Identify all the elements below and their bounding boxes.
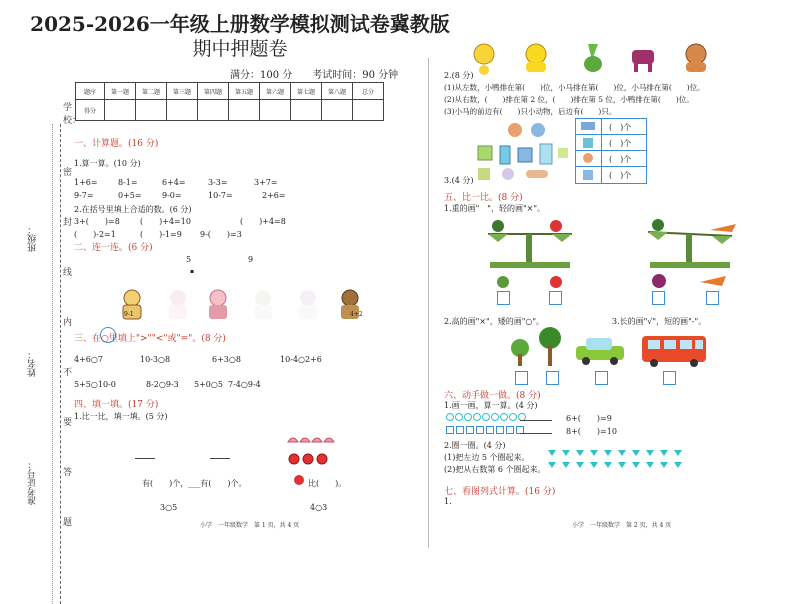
score-header: 题序: [76, 83, 105, 100]
compare-item[interactable]: 7-4○9-4: [228, 380, 261, 389]
q6-2-heading: 2.圈一圈。(4 分): [444, 441, 506, 450]
q6-equation[interactable]: 6+( )=9: [566, 414, 612, 423]
answer-box[interactable]: [652, 291, 665, 305]
score-header: 总分: [353, 83, 384, 100]
calc-item: 1+6=: [74, 178, 98, 187]
section-3-heading: 三、在○里填上">""<"或"="。(8 分): [74, 334, 226, 344]
connect-number: 9: [248, 255, 254, 264]
compare-item[interactable]: 8-2○9-3: [146, 380, 179, 389]
dog-icon: [686, 44, 706, 72]
section-6-heading: 六、动手做一做。(8 分): [444, 391, 541, 401]
seal-line: [60, 124, 61, 604]
page-title: 2025-2026一年级上册数学模拟测试卷冀教版: [30, 12, 450, 36]
score-cell[interactable]: [260, 100, 291, 121]
school-label: 学校：: [63, 103, 82, 126]
vegetable-icon: [492, 220, 504, 232]
calc-item: 10-7=: [208, 191, 233, 200]
compare-item[interactable]: 6+3○8: [212, 355, 241, 364]
horse-icon: [632, 50, 654, 72]
score-header: 第六题: [260, 83, 291, 100]
binding-margin: [0, 60, 82, 550]
q4-compare-item[interactable]: 3○5: [160, 503, 178, 512]
rabbit-icon: [584, 44, 602, 72]
score-cell[interactable]: [322, 100, 353, 121]
score-header: 第二题: [136, 83, 167, 100]
name-label: 姓名：: [28, 350, 38, 377]
short-tree-icon: [511, 339, 529, 366]
cupcake-icon: [288, 438, 334, 442]
fill-item: 9-( )=3: [200, 230, 242, 239]
answer-box[interactable]: [595, 371, 608, 385]
section-1-heading: 一、计算题。(16 分): [74, 139, 159, 149]
q5-1-heading: 1.重的画" "，轻的画"×"。: [444, 204, 546, 213]
q6-2b: (2)把从右数第 6 个圈起来。: [444, 465, 546, 474]
answer-box[interactable]: [515, 371, 528, 385]
score-cell[interactable]: [353, 100, 384, 121]
balance-items-right: [650, 272, 740, 290]
triangle-row: [548, 462, 688, 468]
seal-word: 不: [63, 368, 73, 378]
score-cell[interactable]: [229, 100, 260, 121]
seal-word: 要: [63, 418, 73, 428]
score-cell[interactable]: [167, 100, 198, 121]
compare-item[interactable]: 5+5○10-0: [74, 380, 116, 389]
page-1-footer: 小学 一年级数学 第 1 页，共 4 页: [200, 522, 300, 529]
seal-word: 题: [63, 518, 73, 528]
section-5-heading: 五、比一比。(8 分): [444, 193, 523, 203]
exam-meta: 满分：100 分 考试时间：90 分钟: [230, 70, 399, 81]
duck-icon: [526, 44, 546, 72]
count-cell[interactable]: ( )个: [609, 155, 632, 164]
answer-box[interactable]: [497, 291, 510, 305]
q1-heading: 1.算一算。(10 分): [74, 159, 141, 168]
calc-item: 3-3=: [208, 178, 228, 187]
q4-heading: 1.比一比，填一填。(5 分): [74, 412, 168, 421]
draw-line[interactable]: [520, 433, 552, 434]
bus-icon: [640, 334, 708, 368]
cartoon-figures: [118, 288, 368, 324]
page-divider: [428, 58, 429, 548]
balance-scale-left: [480, 218, 580, 270]
triangle-row: [548, 450, 688, 456]
q7-number: 1.: [444, 497, 452, 506]
q3-heading: 3.(4 分): [444, 176, 474, 185]
apple-icon: [289, 454, 327, 464]
calc-item: 6+4=: [162, 178, 186, 187]
q2-heading: 2.(8 分): [444, 71, 474, 80]
vegetable-icon: [652, 219, 664, 231]
q4-line-right: [210, 458, 230, 459]
page-subtitle: 期中押题卷: [192, 38, 288, 60]
score-header: 第八题: [322, 83, 353, 100]
tomato-icon: [550, 220, 562, 232]
trees-figure: [508, 326, 568, 368]
q6-2a: (1)把左边 5 个圈起来。: [444, 453, 530, 462]
page-2-footer: 小学 一年级数学 第 2 页，共 4 页: [572, 522, 672, 529]
fill-item: ( )+4=8: [240, 217, 286, 226]
q4-compare-line[interactable]: 比( )。: [308, 479, 347, 488]
exam-number-label: 准考证号：: [28, 460, 38, 505]
seal-word: 答: [63, 468, 73, 478]
circle-row: [446, 413, 527, 421]
calc-item: 0+5=: [118, 191, 142, 200]
q4-answer-line[interactable]: 有( )个，___有( )个。: [142, 479, 247, 488]
square-row: [446, 426, 526, 434]
answer-box[interactable]: [663, 371, 676, 385]
connect-dot: ▪: [190, 268, 195, 275]
count-cell[interactable]: ( )个: [609, 139, 632, 148]
score-cell[interactable]: [291, 100, 322, 121]
section-4-heading: 四、填一填。(17 分): [74, 400, 159, 410]
section-2-heading: 二、连一连。(6 分): [74, 243, 153, 253]
car-icon: [574, 336, 626, 366]
q4-compare-item[interactable]: 4○3: [310, 503, 328, 512]
animal-row: [470, 40, 730, 76]
q4-line-left: [135, 458, 155, 459]
calc-item: 3+7=: [254, 178, 278, 187]
q5-3-heading: 3.长的画"√"，短的画"-"。: [612, 317, 707, 326]
shapes-figure: [470, 122, 570, 184]
score-cell[interactable]: [198, 100, 229, 121]
calc-item: 9-0=: [162, 191, 182, 200]
q5-2-heading: 2.高的画"×"，矮的画"○"。: [444, 317, 545, 326]
figure-label: 4+2: [350, 311, 363, 318]
count-cell[interactable]: ( )个: [609, 171, 632, 180]
balance-scale-right: [640, 218, 740, 270]
q6-equation[interactable]: 8+( )=10: [566, 427, 617, 436]
connect-number: 5: [186, 255, 192, 264]
carrot-icon: [710, 224, 736, 232]
calc-item: 9-7=: [74, 191, 94, 200]
score-row-label: 得分: [76, 100, 105, 121]
fill-item: ( )-2=1: [74, 230, 116, 239]
figure-ghost-icon: [169, 290, 187, 319]
score-header: 第三题: [167, 83, 198, 100]
answer-box[interactable]: [706, 291, 719, 305]
seal-word: 封: [63, 218, 73, 228]
class-label: 班级：: [28, 225, 38, 252]
tall-tree-icon: [539, 327, 561, 366]
chick-icon: [474, 44, 494, 75]
calc-item: 2+6=: [262, 191, 286, 200]
score-header: 第七题: [291, 83, 322, 100]
seal-word: 线: [63, 268, 73, 278]
count-cell[interactable]: ( )个: [609, 123, 632, 132]
figure-faded-icon: [299, 290, 317, 319]
q6-1-heading: 1.画一画，算一算。(4 分): [444, 401, 538, 410]
answer-box[interactable]: [546, 371, 559, 385]
compare-item[interactable]: 10-4○2+6: [280, 355, 322, 364]
score-header: 第一题: [105, 83, 136, 100]
q2-line-2[interactable]: (2)从右数，( )排在第 2 位，( )排在第 5 位，小鸭排在第( )位。: [444, 95, 694, 104]
q2-line-3[interactable]: (3)小马的前边有( )只小动物，后边有( )只。: [444, 107, 617, 116]
balance-items-left: [494, 275, 584, 289]
compare-item[interactable]: 5+0○5: [194, 380, 223, 389]
fill-item: ( )-1=9: [140, 230, 182, 239]
score-header: 第四题: [198, 83, 229, 100]
apple-icon: [292, 472, 306, 486]
score-cell[interactable]: [105, 100, 136, 121]
fill-item: 3+( )=8: [74, 217, 120, 226]
figure-faded-icon: [254, 290, 272, 319]
figure-label: 9-1: [124, 311, 134, 318]
figure-robot-icon: [209, 290, 227, 319]
q2-heading: 2.在括号里填上合适的数。(6 分): [74, 205, 192, 214]
seal-word: 内: [63, 318, 73, 328]
answer-box[interactable]: [549, 291, 562, 305]
score-table: [75, 82, 384, 121]
fill-item: ( )+4=10: [140, 217, 191, 226]
score-cell[interactable]: [136, 100, 167, 121]
compare-item[interactable]: 10-3○8: [140, 355, 171, 364]
compare-item[interactable]: 4+6○7: [74, 355, 103, 364]
seal-line-dotted: [52, 124, 53, 604]
seal-word: 密: [63, 168, 73, 178]
draw-line[interactable]: [520, 420, 552, 421]
section-7-heading: 七、看图列式计算。(16 分): [444, 487, 556, 497]
q2-line-1[interactable]: (1)从左数，小鸭排在第( )位，小马排在第( )位，小马排在第( )位。: [444, 83, 705, 92]
score-header: 第五题: [229, 83, 260, 100]
calc-item: 8-1=: [118, 178, 138, 187]
cupcakes-apples-figure: [286, 432, 346, 466]
